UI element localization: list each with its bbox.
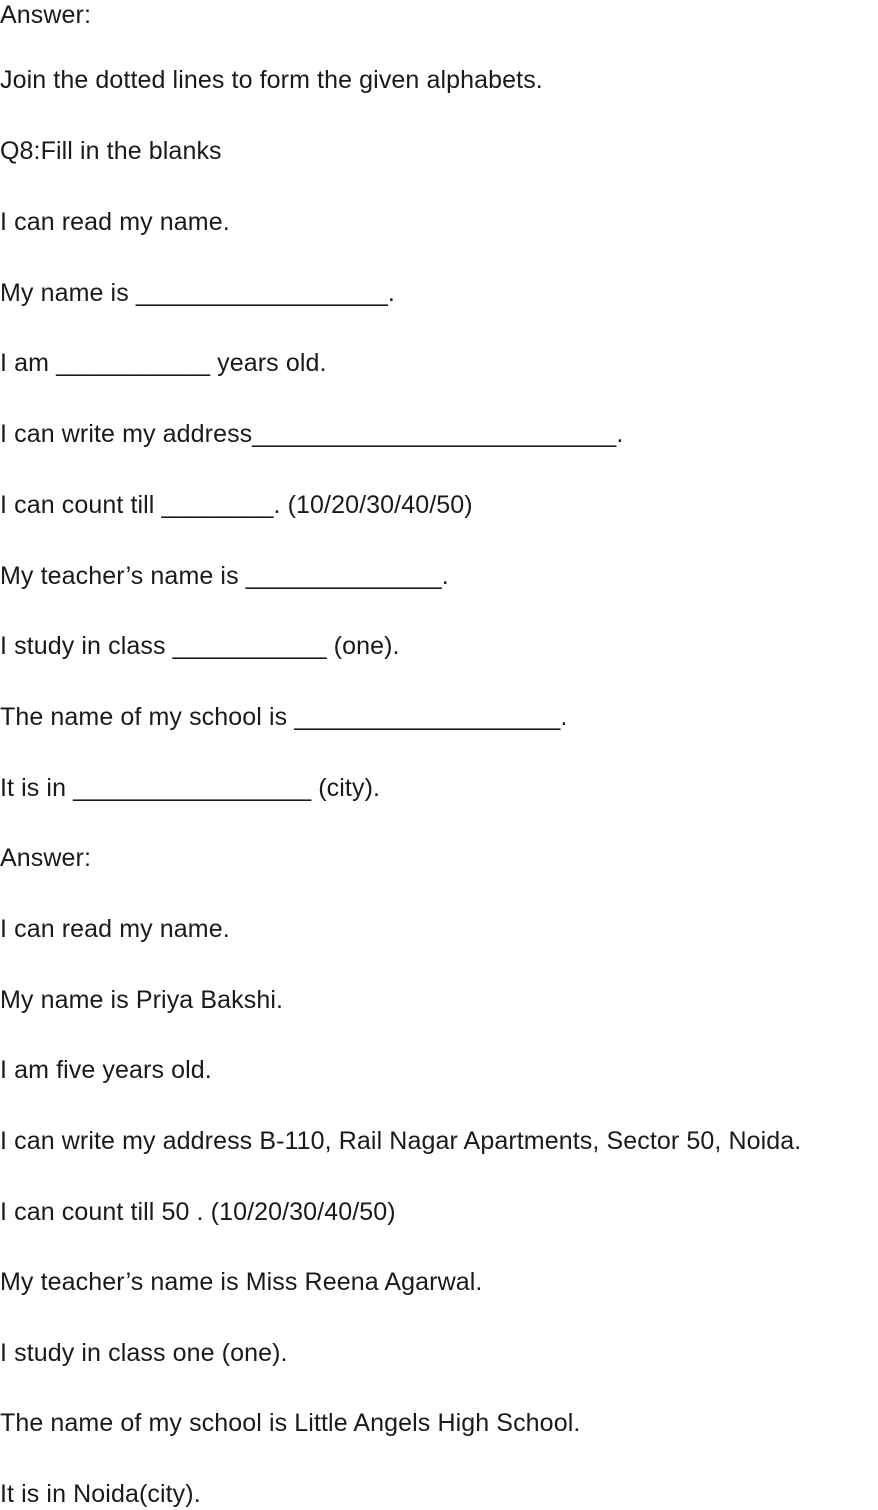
answer-line-teacher: My teacher’s name is Miss Reena Agarwal.	[0, 1268, 483, 1296]
answer-line-class: I study in class one (one).	[0, 1339, 288, 1367]
answer-heading-1: Answer:	[0, 1, 92, 29]
answer-line-read-name: I can read my name.	[0, 915, 230, 943]
question-line-count: I can count till ________. (10/20/30/40/50)	[0, 491, 473, 519]
question-heading: Q8:Fill in the blanks	[0, 137, 222, 165]
question-line-address: I can write my address__________________________.	[0, 420, 624, 448]
answer-line-name: My name is Priya Bakshi.	[0, 986, 284, 1014]
question-line-read-name: I can read my name.	[0, 208, 230, 236]
question-line-name: My name is __________________.	[0, 279, 395, 307]
instruction-text: Join the dotted lines to form the given alphabets.	[0, 66, 543, 94]
question-line-teacher: My teacher’s name is ______________.	[0, 562, 449, 590]
question-line-age: I am ___________ years old.	[0, 349, 327, 377]
answer-heading-2: Answer:	[0, 844, 92, 872]
question-line-city: It is in _________________ (city).	[0, 774, 381, 802]
answer-line-city: It is in Noida(city).	[0, 1480, 201, 1508]
question-line-school: The name of my school is ___________________.	[0, 703, 568, 731]
answer-line-address: I can write my address B-110, Rail Nagar Apartments, Sector 50, Noida.	[0, 1127, 802, 1155]
question-line-class: I study in class ___________ (one).	[0, 632, 400, 660]
answer-line-school: The name of my school is Little Angels High School.	[0, 1409, 581, 1437]
answer-line-age: I am five years old.	[0, 1056, 212, 1084]
answer-line-count: I can count till 50 . (10/20/30/40/50)	[0, 1198, 396, 1226]
